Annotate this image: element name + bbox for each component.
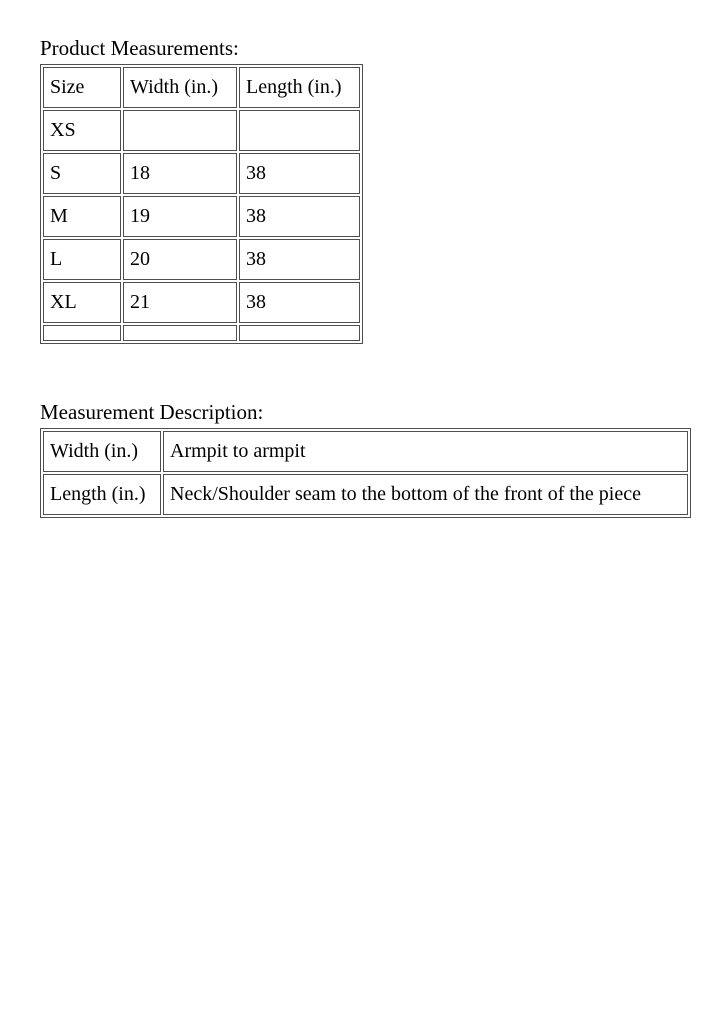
length-cell: 38 <box>239 153 360 194</box>
column-header-length: Length (in.) <box>239 67 360 108</box>
size-cell: XL <box>43 282 121 323</box>
measure-desc-cell: Neck/Shoulder seam to the bottom of the front of the piece <box>163 474 688 515</box>
width-cell: 19 <box>123 196 237 237</box>
table-row <box>43 110 360 151</box>
width-cell: 18 <box>123 153 237 194</box>
table-row <box>43 153 360 194</box>
column-header-size: Size <box>43 67 121 108</box>
size-cell <box>43 325 121 341</box>
column-header-width: Width (in.) <box>123 67 237 108</box>
measure-label-cell: Width (in.) <box>43 431 161 472</box>
width-cell <box>123 110 237 151</box>
table-header-row <box>43 67 360 108</box>
measurement-description-heading: Measurement Description: <box>40 400 264 425</box>
table-row <box>43 431 688 472</box>
product-measurements-table <box>40 64 363 344</box>
size-cell: L <box>43 239 121 280</box>
measurement-description-table <box>40 428 691 518</box>
table-row <box>43 282 360 323</box>
product-measurements-heading: Product Measurements: <box>40 36 239 60</box>
width-cell <box>123 325 237 341</box>
length-cell: 38 <box>239 282 360 323</box>
measure-label-cell: Length (in.) <box>43 474 161 515</box>
length-cell <box>239 110 360 151</box>
width-cell: 20 <box>123 239 237 280</box>
width-cell: 21 <box>123 282 237 323</box>
size-cell: XS <box>43 110 121 151</box>
table-row <box>43 474 688 515</box>
size-cell: M <box>43 196 121 237</box>
table-row <box>43 196 360 237</box>
table-row-empty <box>43 325 360 341</box>
table-row <box>43 239 360 280</box>
length-cell <box>239 325 360 341</box>
size-cell: S <box>43 153 121 194</box>
length-cell: 38 <box>239 196 360 237</box>
length-cell: 38 <box>239 239 360 280</box>
measure-desc-cell: Armpit to armpit <box>163 431 688 472</box>
